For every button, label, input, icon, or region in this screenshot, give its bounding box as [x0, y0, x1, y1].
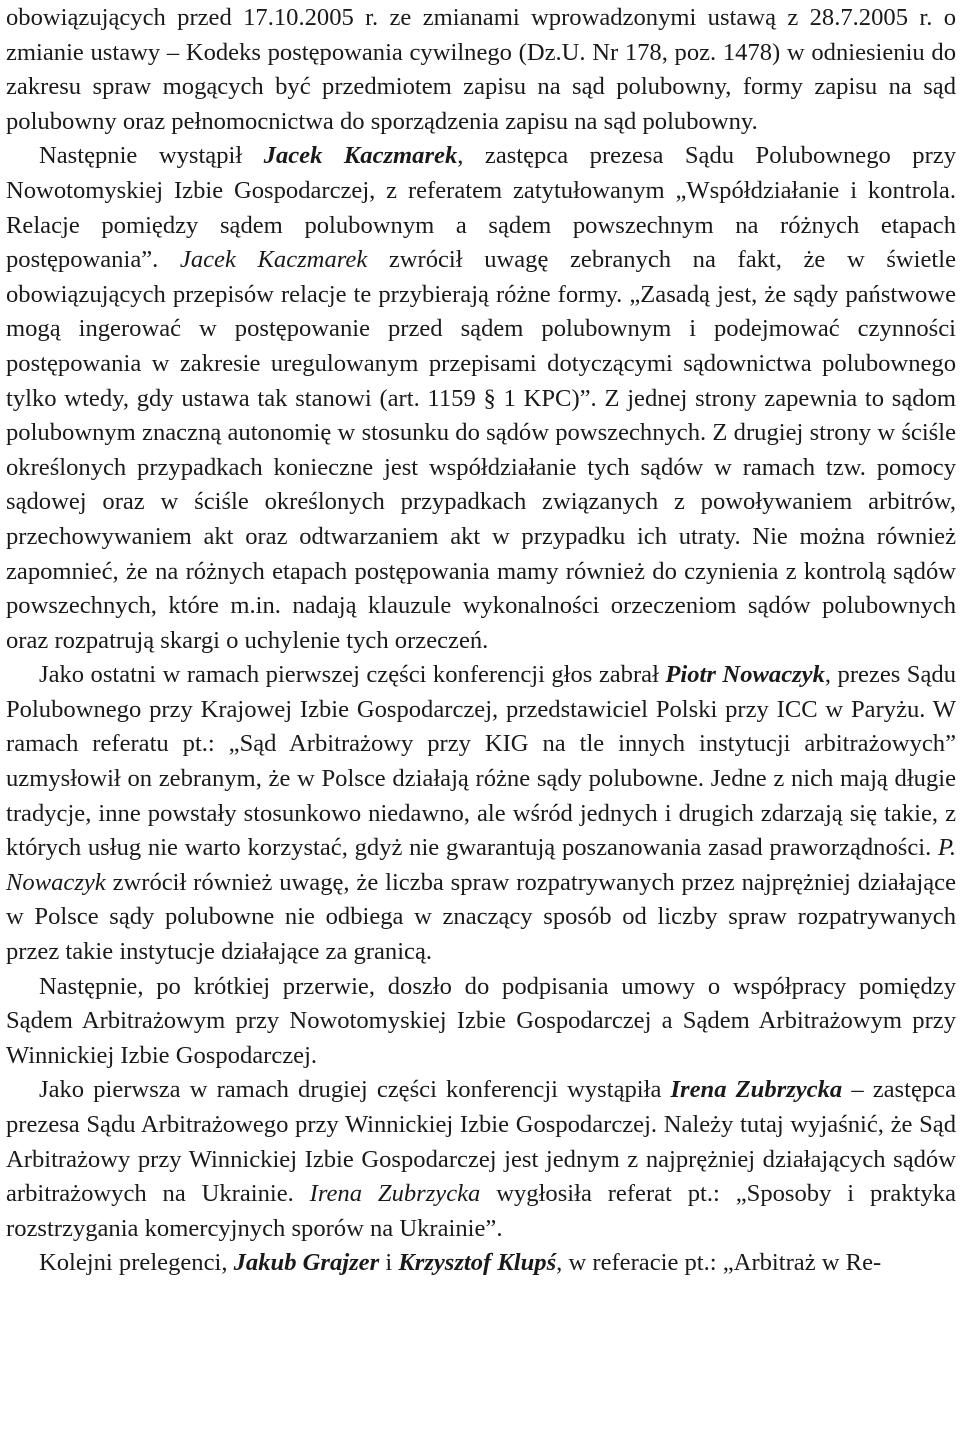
speaker-name: Jacek Kaczmarek [263, 142, 458, 170]
text-run: , prezes Sądu Polubownego przy Krajowej Izbie Gospodarczej, przedstawiciel Polski przy ICC w Paryżu. W ramach referatu pt.: „Sąd Arbitrażowy przy KIG na tle innych instytucji arbitrażowych” uzmysłowił on zebranym, że w Polsce działają różne sądy polubowne. Jedne z nich mają długie tradycje, inne powstały stosunkowo niedawno, ale wśród jednych i drugich zdarzają się takie, z których usług nie warto korzystać, gdyż nie gwarantują poszanowania zasad praworządności. [6, 661, 956, 862]
speaker-name-italic: P. Nowaczyk [6, 834, 956, 896]
text-run: i [379, 1249, 399, 1277]
paragraph [6, 658, 956, 969]
text-run: obowiązujących przed 17.10.2005 r. ze zmianami wprowadzonymi ustawą z 28.7.2005 r. o zmianie ustawy – Kodeks postępowania cywilnego (Dz.U. Nr 178, poz. 1478) w odniesieniu do zakresu spraw mogących być przedmiotem zapisu na sąd polubowny, formy zapisu na sąd polubowny oraz pełnomocnictwa do sporządzenia zapisu na sąd polubowny. [6, 4, 956, 135]
text-run: Następnie, po krótkiej przerwie, doszło do podpisania umowy o współpracy pomiędzy Sądem Arbitrażowym przy Nowotomyskiej Izbie Gospodarczej a Sądem Arbitrażowym przy Winnickiej Izbie Gospodarczej. [6, 972, 956, 1069]
text-run: Jako ostatni w ramach pierwszej części konferencji głos zabrał [39, 661, 666, 689]
paragraph [6, 1246, 956, 1281]
speaker-name: Piotr Nowaczyk [665, 661, 825, 689]
paragraph [6, 1, 956, 139]
speaker-name: Jakub Grajzer [233, 1249, 380, 1277]
text-run: wygłosiła referat pt.: „Sposoby i praktyka rozstrzygania komercyjnych sporów na Ukrainie”. [6, 1180, 956, 1242]
speaker-name: Irena Zubrzycka [670, 1076, 843, 1104]
paragraph [6, 139, 956, 658]
text-run: zwrócił również uwagę, że liczba spraw rozpatrywanych przez najprężniej działające w Polsce sądy polubowne nie odbiega w znaczący sposób od liczby spraw rozpatrywanych przez takie instytucje działające za granicą. [6, 868, 956, 966]
text-run: , w referacie pt.: „Arbitraż w Re- [556, 1249, 882, 1277]
text-run: zwrócił uwagę zebranych na fakt, że w świetle obowiązujących przepisów relacje te przybierają różne formy. „Zasadą jest, że sądy państwowe mogą ingerować w postępowanie przed sądem polubownym i podejmować czynności postępowania w zakresie uregulowanym przepisami dotyczącymi sądownictwa polubownego tylko wtedy, gdy ustawa tak stanowi (art. 1159 § 1 KPC)”. Z jednej strony zapewnia to sądom polubownym znaczną autonomię w stosunku do sądów powszechnych. Z drugiej strony w ściśle określonych przypadkach konieczne jest współdziałanie tych sądów w ramach tzw. pomocy sądowej oraz w ściśle określonych przypadkach związanych z powoływaniem arbitrów, przechowywaniem akt oraz odtwarzaniem akt w przypadku ich utraty. Nie można również zapomnieć, że na różnych etapach postępowania mamy również do czynienia z kontrolą sądów powszechnych, które m.in. nadają klauzule wykonalności orzeczeniom sądów polubownych oraz rozpatrują skargi o uchylenie tych orzeczeń. [6, 246, 956, 654]
text-run: Kolejni prelegenci, [39, 1249, 234, 1277]
speaker-name-italic: Jacek Kaczmarek [179, 246, 368, 274]
text-run: , zastępca prezesa Sądu Polubownego przy Nowotomyskiej Izbie Gospodarczej, z referatem zatytułowanym „Współdziałanie i kontrola. Relacje pomiędzy sądem polubownym a sądem powszechnym na różnych etapach postępowania”. [6, 142, 956, 274]
text-run: – zastępca prezesa Sądu Arbitrażowego przy Winnickiej Izbie Gospodarczej. Należy tutaj wyjaśnić, że Sąd Arbitrażowy przy Winnickiej Izbie Gospodarczej jest jednym z najprężniej działających sądów arbitrażowych na Ukrainie. [6, 1076, 957, 1208]
paragraph [6, 970, 956, 1074]
text-run: Jako pierwsza w ramach drugiej części konferencji wystąpiła [39, 1076, 671, 1104]
speaker-name-italic: Irena Zubrzycka [309, 1180, 481, 1208]
text-run: Następnie wystąpił [39, 142, 264, 170]
speaker-name: Krzysztof Klupś [398, 1249, 557, 1277]
paragraph [6, 1073, 956, 1246]
